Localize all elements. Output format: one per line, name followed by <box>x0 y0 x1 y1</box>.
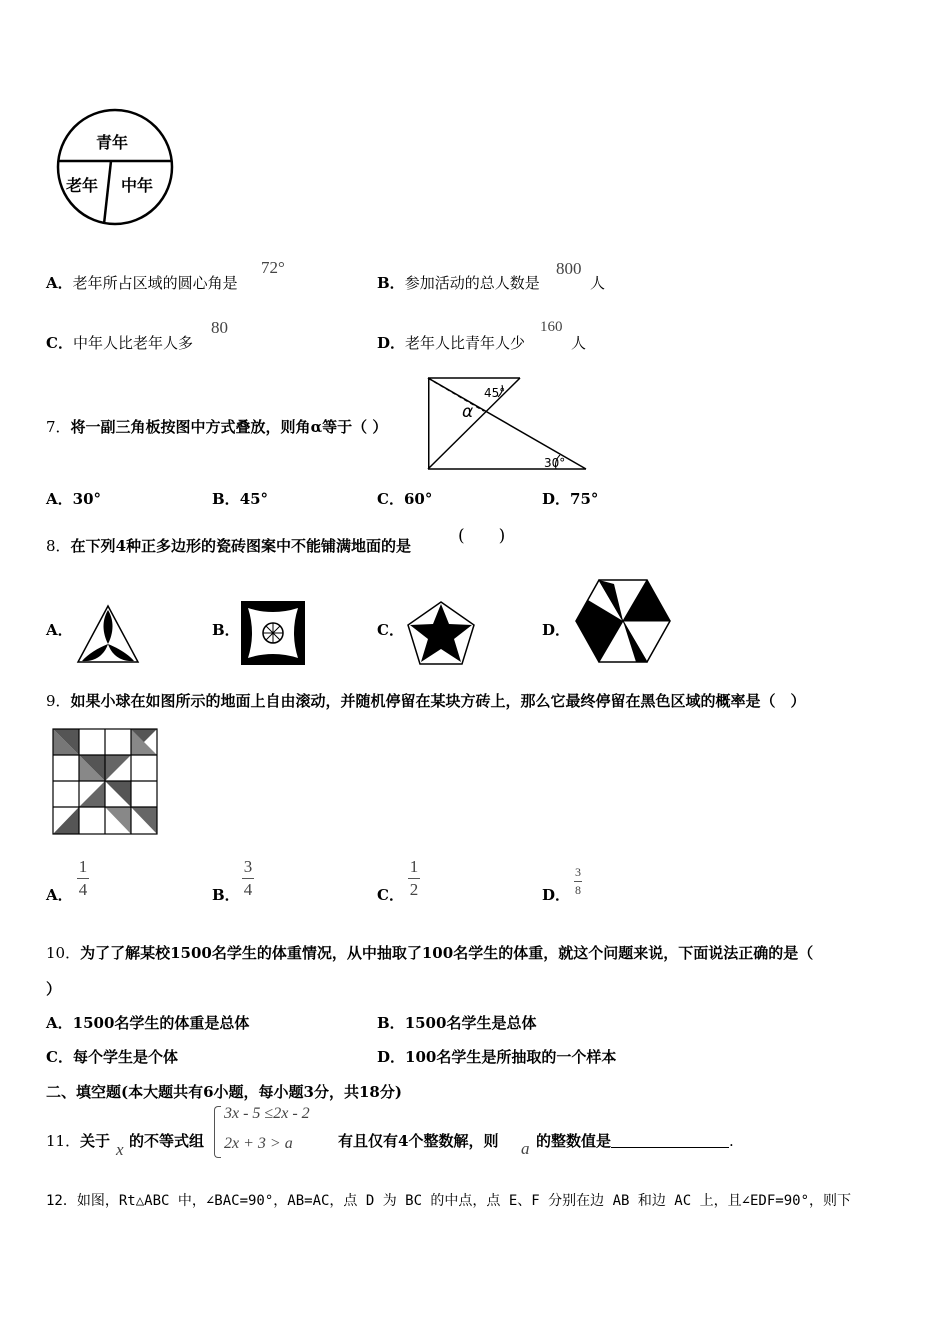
option-letter: D． <box>542 490 571 508</box>
q9-option-c-fraction <box>408 858 420 899</box>
question-number: 9． <box>46 692 71 710</box>
numerator: 3 <box>575 865 581 879</box>
q11-pre: 关于 <box>80 1132 111 1150</box>
q11-var-x: x <box>116 1140 124 1159</box>
pie-label-middle: 中年 <box>121 176 154 195</box>
question-text: 如图，Rt△ABC 中，∠BAC=90°，AB=AC，点 D 为 BC 的中点，点 E、F 分别在边 AB 和边 AC 上，且∠EDF=90°，则下 <box>76 1193 852 1209</box>
q10-number-2: 100 <box>421 944 454 962</box>
answer-blank[interactable] <box>611 1133 729 1148</box>
q11-rest <box>338 1130 498 1151</box>
tile-square-figure <box>240 600 306 666</box>
denominator: 4 <box>243 879 253 899</box>
q8-option-c[interactable]: C． <box>377 621 404 639</box>
pie-chart-figure <box>52 108 178 226</box>
q7-question <box>46 416 387 437</box>
pie-label-youth: 青年 <box>96 133 129 152</box>
option-text: 老年人比青年人少 <box>405 334 526 352</box>
question-text-end: 等于（ ） <box>322 418 388 436</box>
option-text: 名学生是所抽取的一个样本 <box>436 1048 617 1066</box>
pie-label-elder: 老年 <box>66 176 99 195</box>
q10-option-b[interactable] <box>377 1012 536 1033</box>
q6-b-value: 800 <box>556 259 582 278</box>
question-count: 4 <box>115 537 126 555</box>
question-text: 将一副三角板按图中方式叠放，则角 <box>70 418 311 436</box>
question-text-2: 名学生的体重情况，从中抽取了 <box>211 944 422 962</box>
q11-count: 4 <box>398 1132 409 1150</box>
q10-option-a[interactable] <box>46 1012 249 1033</box>
q9-option-b-fraction <box>242 858 254 899</box>
q10-number-1: 1500 <box>170 944 212 962</box>
question-number: 8． <box>46 537 71 555</box>
q10-option-d[interactable] <box>377 1046 616 1067</box>
q10-option-c[interactable] <box>46 1046 178 1067</box>
q11-end: . <box>729 1132 734 1150</box>
q11-mid: 的不等式组 <box>129 1132 205 1150</box>
option-text: 名学生的体重是总体 <box>114 1014 250 1032</box>
angle-30-label: 30° <box>544 456 566 470</box>
option-number: 1500 <box>72 1014 115 1032</box>
option-letter: D． <box>377 1048 406 1066</box>
option-value: 75° <box>570 490 599 508</box>
numerator: 1 <box>78 857 88 876</box>
q7-option-c[interactable] <box>377 488 432 509</box>
option-number: 1500 <box>404 1014 447 1032</box>
q6-option-a[interactable] <box>46 272 238 293</box>
q9-option-d-letter[interactable]: D． <box>542 886 571 904</box>
tile-hexagon-figure <box>574 578 672 664</box>
q6-c-value: 80 <box>211 318 228 337</box>
option-value: 60° <box>403 490 433 508</box>
question-text-3: 名学生的体重，就这个问题来说，下面说法正确的是（ <box>453 944 814 962</box>
q11-text-2: 个整数解，则 <box>408 1132 499 1150</box>
option-value: 30° <box>72 490 102 508</box>
option-text: 老年所占区域的圆心角是 <box>72 274 238 292</box>
q6-option-c[interactable] <box>46 332 193 353</box>
q9-option-a-letter[interactable]: A． <box>46 886 73 904</box>
q7-option-d[interactable] <box>542 488 598 509</box>
q8-question <box>46 535 411 556</box>
q10-close-paren: ） <box>46 980 62 998</box>
q6-d-unit: 人 <box>571 334 587 352</box>
tile-triangle-figure <box>76 604 140 664</box>
brace <box>214 1106 221 1158</box>
triangle-set-figure <box>424 375 590 473</box>
q6-a-value: 72° <box>261 258 285 277</box>
option-letter: D． <box>377 334 406 352</box>
option-text: 参加活动的总人数是 <box>404 274 540 292</box>
alpha-symbol: α <box>310 418 323 436</box>
q6-option-d[interactable] <box>377 332 525 353</box>
tile-pentagon-figure <box>406 600 476 666</box>
q9-option-c-letter[interactable]: C． <box>377 886 404 904</box>
q12-question <box>46 1190 851 1210</box>
question-text-end: 种正多边形的瓷砖图案中不能铺满地面的是 <box>126 537 412 555</box>
question-number: 7． <box>46 418 71 436</box>
option-letter: A． <box>46 1014 73 1032</box>
q8-paren: ( ) <box>458 526 506 546</box>
angle-45-label: 45° <box>484 386 506 400</box>
section-heading: 二、填空题(本大题共有6小题，每小题3分，共18分) <box>46 1083 402 1101</box>
option-letter: C． <box>46 1048 73 1066</box>
option-text: 每个学生是个体 <box>72 1048 178 1066</box>
question-number: 10． <box>46 944 81 962</box>
q6-b-unit: 人 <box>590 274 606 292</box>
alpha-label: α <box>462 402 474 422</box>
denominator: 8 <box>575 882 581 897</box>
q9-option-a-fraction <box>77 858 89 899</box>
numerator: 1 <box>409 857 419 876</box>
option-letter: A． <box>46 490 73 508</box>
option-letter: C． <box>377 490 404 508</box>
inequality-2: 2x + 3 > a <box>224 1135 293 1152</box>
q7-option-a[interactable] <box>46 488 101 509</box>
question-text: 在下列 <box>70 537 116 555</box>
option-text: 名学生是总体 <box>446 1014 537 1032</box>
q9-option-b-letter[interactable]: B． <box>212 886 240 904</box>
q9-question <box>46 690 806 711</box>
q6-d-value: 160 <box>540 319 563 335</box>
q6-option-b[interactable] <box>377 272 540 293</box>
q8-option-a[interactable]: A． <box>46 621 73 639</box>
question-text: 为了了解某校 <box>80 944 171 962</box>
numerator: 3 <box>243 857 253 876</box>
option-letter: B． <box>377 1014 405 1032</box>
q9-option-d-fraction <box>574 866 582 896</box>
q11-tail <box>536 1130 734 1151</box>
denominator: 2 <box>409 879 419 899</box>
q8-option-d[interactable]: D． <box>542 621 571 639</box>
option-letter: A． <box>46 274 73 292</box>
option-value: 45° <box>239 490 269 508</box>
tile-grid-figure <box>50 726 160 838</box>
question-number: 12． <box>46 1193 77 1209</box>
q11-text-3: 的整数值是 <box>536 1132 612 1150</box>
option-letter: B． <box>377 274 405 292</box>
denominator: 4 <box>78 879 88 899</box>
q8-option-b[interactable]: B． <box>212 621 240 639</box>
option-number: 100 <box>405 1048 437 1066</box>
option-text: 中年人比老年人多 <box>72 334 193 352</box>
option-letter: C． <box>46 334 73 352</box>
q11-var-a: a <box>521 1139 530 1158</box>
option-letter: B． <box>212 490 240 508</box>
q10-question <box>46 942 813 963</box>
inequality-1: 3x - 5 ≤2x - 2 <box>224 1105 310 1122</box>
q11-number: 11． <box>46 1132 81 1150</box>
q7-option-b[interactable] <box>212 488 268 509</box>
q11-text: 有且仅有 <box>338 1132 399 1150</box>
question-text: 如果小球在如图所示的地面上自由滚动，并随机停留在某块方砖上，那么它最终停留在黑色区域的概率是（ ） <box>70 692 806 710</box>
